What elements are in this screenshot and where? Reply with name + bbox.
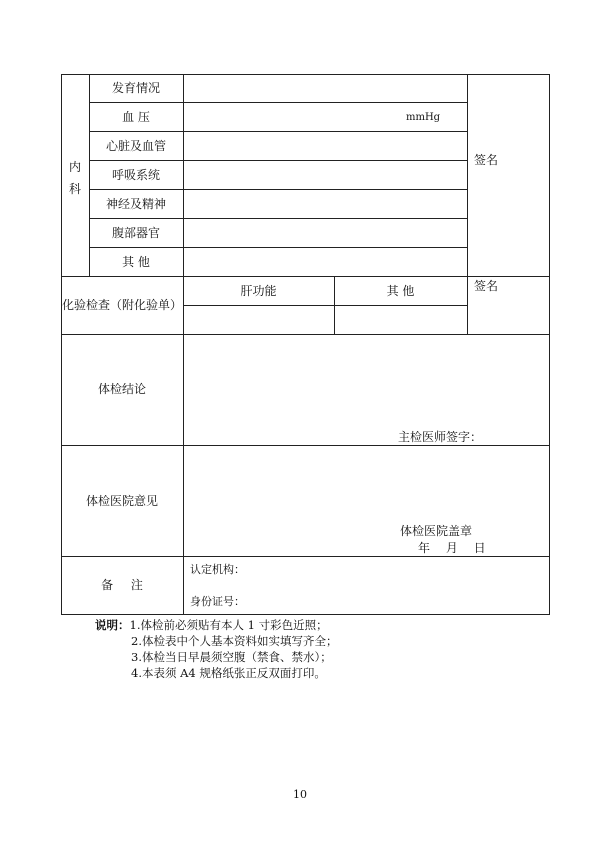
exam-item-label: 神经及精神 [105,197,166,211]
exam-item-label: 呼吸系统 [111,168,160,182]
row-divider [89,218,467,219]
section-divider [61,276,550,277]
exam-item-label: 血 压 [122,110,150,124]
exam-item-label: 发育情况 [111,81,160,95]
conclusion-label: 体检结论 [97,382,146,396]
exam-item-label: 其 他 [122,255,150,269]
blood-pressure-unit: mmHg [406,112,441,123]
doctor-signature-label: 主检医师签字： [398,430,483,444]
lab-test-label: 化验检查（附化验单） [61,298,182,312]
row-divider [89,131,467,132]
row-divider [183,305,467,306]
table-border [61,614,550,615]
note-item: 4.本表须 A4 规格纸张正反双面打印。 [131,666,326,680]
notes-block [95,617,337,681]
signature-label: 签名 [474,279,499,293]
section-divider [61,445,550,446]
note-item: 3.体检当日早晨须空腹（禁食、禁水）； [131,650,332,664]
note-item: 2.体检表中个人基本资料如实填写齐全； [131,634,338,648]
note-item: 1.体检前必须贴有本人 1 寸彩色近照； [129,618,328,632]
lab-col-other: 其 他 [386,284,415,298]
section-divider [61,334,550,335]
exam-item-label: 心脏及血管 [105,139,166,153]
table-border [61,74,550,75]
hospital-opinion-label: 体检医院意见 [85,494,158,508]
exam-item-label: 腹部器官 [111,226,160,240]
table-border [61,74,62,615]
signature-label: 签名 [474,153,499,167]
row-divider [89,160,467,161]
agency-label: 认定机构： [190,563,245,576]
date-label: 年 月 日 [418,541,486,555]
row-divider [89,189,467,190]
hospital-stamp-label: 体检医院盖章 [400,524,473,538]
section-divider [61,556,550,557]
remarks-label: 备 注 [101,578,143,592]
row-divider [89,102,467,103]
row-divider [89,247,467,248]
column-divider [183,74,184,615]
column-divider [467,74,468,335]
table-border [549,74,550,615]
notes-title: 说明： [95,618,130,632]
section-label-internal-medicine: 内 科 [68,160,81,196]
lab-col-liver-function: 肝功能 [240,284,277,298]
id-number-label: 身份证号： [190,595,245,608]
page-number: 10 [293,788,307,801]
